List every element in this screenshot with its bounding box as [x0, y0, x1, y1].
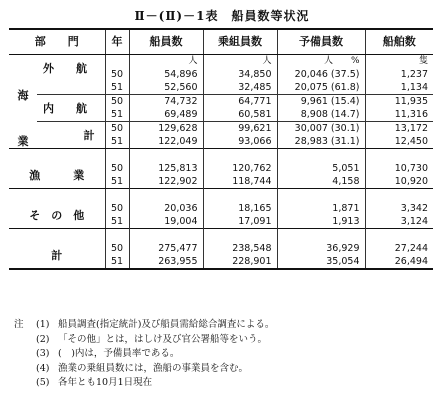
- ships-cell: 26,494: [365, 255, 433, 269]
- table-row: [9, 162, 433, 175]
- year-cell: 50: [105, 122, 129, 136]
- crew-cell: 20,036: [129, 202, 203, 215]
- note-text: 「その他」とは，はしけ及び官公署船等をいう。: [58, 333, 268, 345]
- crew-cell: 129,628: [129, 122, 203, 136]
- reserve-cell: 1,871: [277, 202, 365, 215]
- year-cell: 51: [105, 175, 129, 189]
- ships-cell: 11,935: [365, 95, 433, 109]
- category-kaiun-3: 業: [17, 135, 29, 148]
- year-cell: 50: [105, 242, 129, 255]
- category-gyogyo: 漁 業: [9, 162, 105, 189]
- category-naiko: 内 航: [37, 95, 105, 122]
- boarded-cell: 120,762: [203, 162, 277, 175]
- crew-cell: 52,560: [129, 81, 203, 95]
- category-grand-total: 計: [9, 242, 105, 269]
- ships-cell: 1,134: [365, 81, 433, 95]
- boarded-cell: 18,165: [203, 202, 277, 215]
- note-item: [14, 347, 274, 362]
- table-row: [9, 122, 433, 136]
- boarded-cell: 93,066: [203, 135, 277, 149]
- note-number: (1): [36, 319, 50, 330]
- year-cell: 51: [105, 215, 129, 229]
- reserve-cell: 28,983 (31.1): [277, 135, 365, 149]
- header-reserve: 予備員数: [277, 29, 365, 55]
- table-title: Ⅱ－(Ⅱ)－1表 船員数等状況: [134, 9, 310, 23]
- note-item: [14, 376, 274, 391]
- unit-crew: 人: [129, 55, 203, 69]
- unit-boarded: 人: [203, 55, 277, 69]
- year-cell: 50: [105, 95, 129, 109]
- reserve-cell: 30,007 (30.1): [277, 122, 365, 136]
- year-cell: 51: [105, 135, 129, 149]
- note-number: (3): [36, 348, 50, 359]
- ships-cell: 3,124: [365, 215, 433, 229]
- header-row: [9, 29, 433, 55]
- note-text: 漁業の乗組員数には，漁船の事業員を含む。: [58, 362, 249, 374]
- reserve-cell: 36,929: [277, 242, 365, 255]
- reserve-cell: 4,158: [277, 175, 365, 189]
- boarded-cell: 118,744: [203, 175, 277, 189]
- note-number: (4): [36, 362, 50, 374]
- ships-cell: 27,244: [365, 242, 433, 255]
- header-crew: 船員数: [129, 29, 203, 55]
- note-text: ( )内は，予備員率である。: [58, 348, 180, 359]
- header-year: 年: [105, 29, 129, 55]
- header-dept: 部 門: [9, 29, 105, 55]
- boarded-cell: 34,850: [203, 68, 277, 81]
- header-boarded: 乗組員数: [203, 29, 277, 55]
- ships-cell: 13,172: [365, 122, 433, 136]
- header-ships: 船舶数: [365, 29, 433, 55]
- crew-cell: 74,732: [129, 95, 203, 109]
- reserve-cell: 35,054: [277, 255, 365, 269]
- ships-cell: 3,342: [365, 202, 433, 215]
- year-cell: 50: [105, 162, 129, 175]
- boarded-cell: 32,485: [203, 81, 277, 95]
- category-other: そ の 他: [9, 202, 105, 229]
- crew-statistics-table: [9, 28, 433, 270]
- year-cell: 51: [105, 108, 129, 122]
- table-row: [9, 95, 433, 109]
- year-cell: 50: [105, 68, 129, 81]
- boarded-cell: 17,091: [203, 215, 277, 229]
- reserve-cell: 20,075 (61.8): [277, 81, 365, 95]
- boarded-cell: 238,548: [203, 242, 277, 255]
- category-gaiko: 外 航: [43, 61, 87, 75]
- reserve-cell: 20,046 (37.5): [277, 68, 365, 81]
- crew-cell: 263,955: [129, 255, 203, 269]
- ships-cell: 12,450: [365, 135, 433, 149]
- crew-cell: 125,813: [129, 162, 203, 175]
- crew-cell: 69,489: [129, 108, 203, 122]
- notes-label: 注: [14, 319, 24, 330]
- note-item: [14, 362, 274, 377]
- reserve-cell: 1,913: [277, 215, 365, 229]
- ships-cell: 10,920: [365, 175, 433, 189]
- note-item: [14, 318, 274, 333]
- crew-cell: 122,049: [129, 135, 203, 149]
- unit-row: [9, 55, 433, 69]
- unit-ships: 隻: [365, 55, 433, 69]
- boarded-cell: 64,771: [203, 95, 277, 109]
- year-cell: 50: [105, 202, 129, 215]
- crew-cell: 122,902: [129, 175, 203, 189]
- category-kaiun-1: 海: [17, 88, 29, 102]
- boarded-cell: 60,581: [203, 108, 277, 122]
- note-number: (5): [36, 377, 50, 388]
- crew-cell: 54,896: [129, 68, 203, 81]
- note-text: 船員調査(指定統計)及び船員需給総合調査による。: [58, 319, 275, 330]
- notes-section: [14, 318, 274, 391]
- table-row: [9, 202, 433, 215]
- note-number: (2): [36, 333, 50, 345]
- category-kaiun-total: 計: [37, 122, 105, 149]
- crew-cell: 19,004: [129, 215, 203, 229]
- table-row: [9, 81, 433, 95]
- year-cell: 51: [105, 81, 129, 95]
- boarded-cell: 99,621: [203, 122, 277, 136]
- reserve-cell: 9,961 (15.4): [277, 95, 365, 109]
- year-cell: 51: [105, 255, 129, 269]
- ships-cell: 11,316: [365, 108, 433, 122]
- ships-cell: 1,237: [365, 68, 433, 81]
- note-text: 各年とも10月1日現在: [58, 377, 153, 388]
- crew-cell: 275,477: [129, 242, 203, 255]
- ships-cell: 10,730: [365, 162, 433, 175]
- reserve-cell: 8,908 (14.7): [277, 108, 365, 122]
- unit-reserve: 人 %: [277, 55, 365, 69]
- reserve-cell: 5,051: [277, 162, 365, 175]
- note-item: [14, 333, 274, 348]
- boarded-cell: 228,901: [203, 255, 277, 269]
- table-row: [9, 242, 433, 255]
